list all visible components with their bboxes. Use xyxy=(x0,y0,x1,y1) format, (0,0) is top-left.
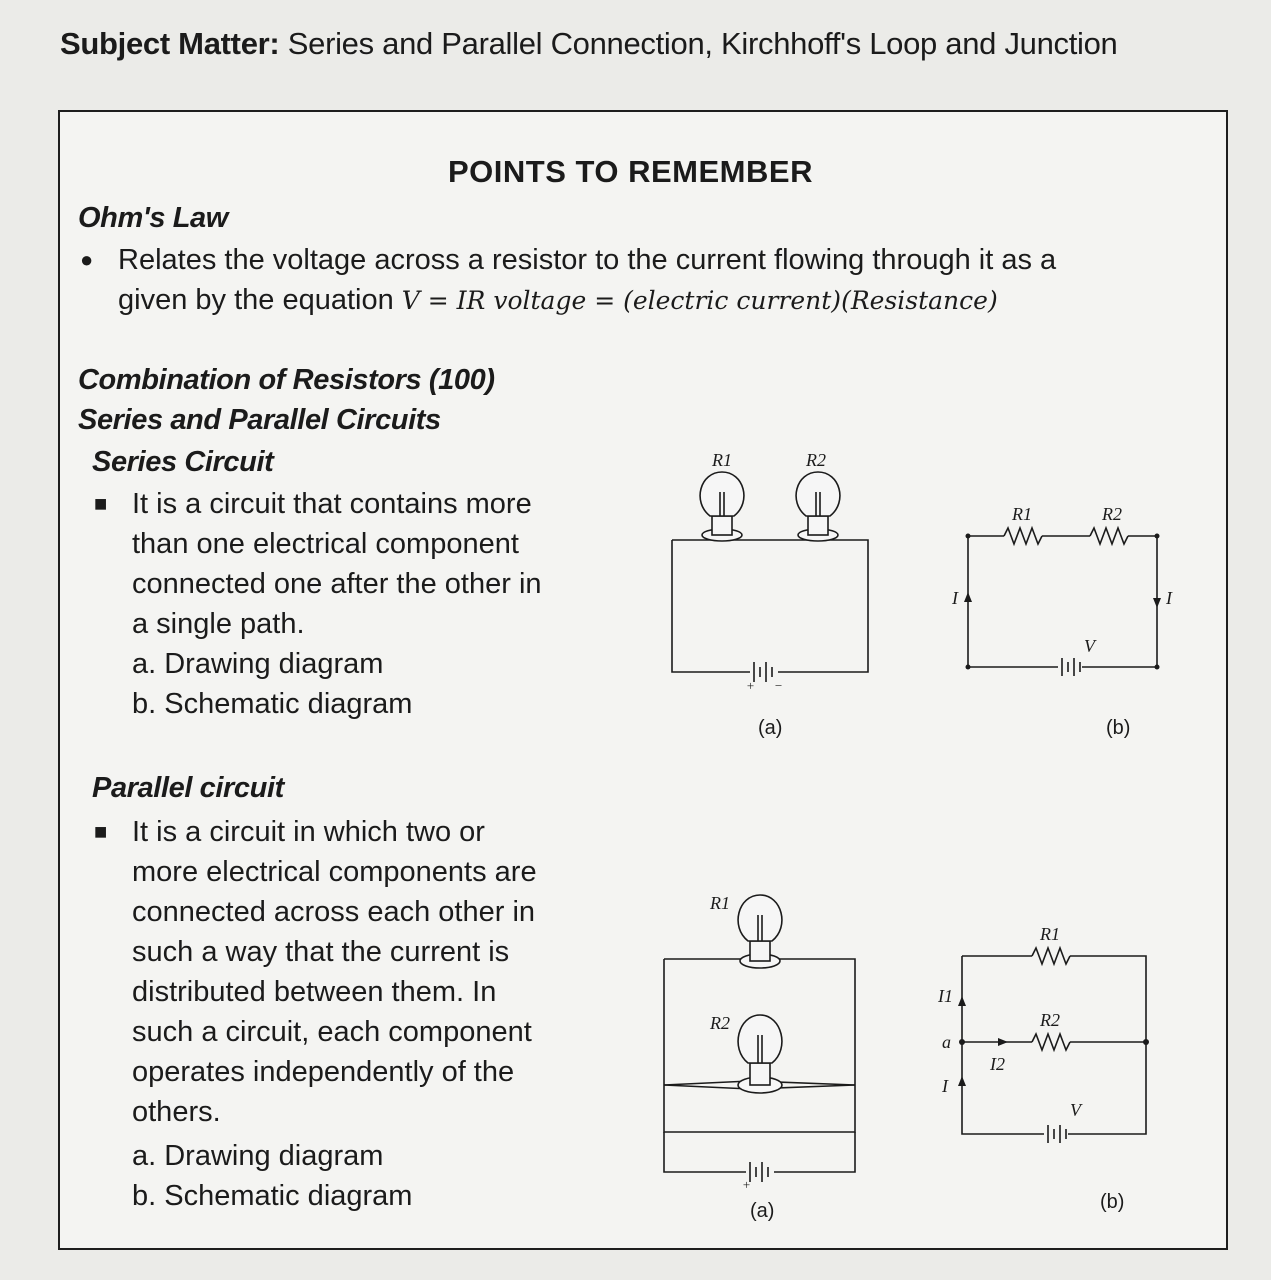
bullet-square-icon: ■ xyxy=(94,491,108,516)
parallel-item-a: a. Drawing diagram xyxy=(132,1140,384,1172)
battery-plus-sign: + xyxy=(746,678,755,693)
series-item-a: a. Drawing diagram xyxy=(132,648,384,680)
parallel-drawing-r1-label: R1 xyxy=(710,893,730,913)
series-circuit-heading: Series Circuit xyxy=(92,446,274,478)
current-arrow-up-icon xyxy=(958,996,966,1006)
series-schematic-i-right: I xyxy=(1166,588,1172,608)
parallel-drawing-diagram xyxy=(650,877,890,1227)
bulb-r2-icon xyxy=(796,472,840,541)
parallel-item-b: b. Schematic diagram xyxy=(132,1180,413,1212)
bulb-r1-icon xyxy=(738,895,782,968)
ohms-law-heading: Ohm's Law xyxy=(78,202,228,234)
current-arrow-right-icon xyxy=(998,1038,1008,1046)
series-schematic-diagram xyxy=(940,492,1180,742)
parallel-line-1: It is a circuit in which two or xyxy=(132,816,485,848)
series-parallel-heading: Series and Parallel Circuits xyxy=(78,404,441,436)
parallel-schematic-diagram xyxy=(928,912,1188,1222)
ohms-law-bullet xyxy=(80,240,1057,321)
resistor-r1-icon xyxy=(1032,948,1070,964)
combination-heading: Combination of Resistors (100) xyxy=(78,364,495,396)
parallel-schematic-i1-label: I1 xyxy=(938,986,953,1006)
parallel-line-6: such a circuit, each component xyxy=(132,1016,532,1048)
resistor-r2-icon xyxy=(1090,528,1128,544)
parallel-line-4: such a way that the current is xyxy=(132,936,510,968)
parallel-schematic-r2-label: R2 xyxy=(1040,1010,1060,1030)
parallel-line-3: connected across each other in xyxy=(132,896,536,928)
series-line-4: a single path. xyxy=(132,608,305,640)
bulb-r2-icon xyxy=(738,1015,782,1093)
battery-minus-sign: − xyxy=(774,678,783,693)
series-item-b: b. Schematic diagram xyxy=(132,688,413,720)
points-to-remember-box xyxy=(58,110,1228,1250)
parallel-schematic-i-label: I xyxy=(942,1076,948,1096)
parallel-drawing-caption: (a) xyxy=(750,1200,775,1222)
resistor-r1-icon xyxy=(1004,528,1042,544)
parallel-line-8: others. xyxy=(132,1096,221,1128)
subject-label: Subject Matter: xyxy=(60,26,280,61)
parallel-line-5: distributed between them. In xyxy=(132,976,497,1008)
battery-plus-sign: + xyxy=(742,1177,751,1192)
parallel-bullet xyxy=(94,812,537,1132)
series-schematic-v-label: V xyxy=(1084,636,1095,656)
subject-matter-line xyxy=(60,26,1118,62)
box-title: POINTS TO REMEMBER xyxy=(448,154,813,189)
resistor-r2-icon xyxy=(1032,1034,1070,1050)
parallel-schematic-i2-label: I2 xyxy=(990,1054,1005,1074)
parallel-circuit-heading: Parallel circuit xyxy=(92,772,284,804)
series-line-2: than one electrical component xyxy=(132,528,519,560)
bullet-dot-icon: ● xyxy=(80,247,94,272)
parallel-drawing-r2-label: R2 xyxy=(710,1013,730,1033)
series-bullet xyxy=(94,484,542,644)
parallel-schematic-r1-label: R1 xyxy=(1040,924,1060,944)
parallel-schematic-caption: (b) xyxy=(1100,1191,1125,1213)
current-arrow-down-icon xyxy=(1153,598,1161,608)
series-drawing-caption: (a) xyxy=(758,717,783,739)
series-schematic-r1-label: R1 xyxy=(1012,504,1032,524)
subject-text: Series and Parallel Connection, Kirchhoff's Loop and Junction xyxy=(287,26,1118,61)
current-arrow-up-icon xyxy=(958,1076,966,1086)
series-drawing-r2-label: R2 xyxy=(806,450,826,470)
current-arrow-up-icon xyxy=(964,592,972,602)
ohms-law-line2-prefix: given by the equation xyxy=(118,284,394,316)
parallel-line-7: operates independently of the xyxy=(132,1056,515,1088)
series-schematic-caption: (b) xyxy=(1106,717,1131,739)
parallel-line-2: more electrical components are xyxy=(132,856,537,888)
series-line-1: It is a circuit that contains more xyxy=(132,488,532,520)
series-schematic-i-left: I xyxy=(952,588,958,608)
parallel-schematic-node-label: a xyxy=(942,1032,951,1052)
series-schematic-r2-label: R2 xyxy=(1102,504,1122,524)
bullet-square-icon: ■ xyxy=(94,819,108,844)
series-drawing-r1-label: R1 xyxy=(712,450,732,470)
bulb-r1-icon xyxy=(700,472,744,541)
ohms-law-equation: V = IR voltage = (electric current)(Resistance) xyxy=(401,286,998,315)
series-line-3: connected one after the other in xyxy=(132,568,542,600)
parallel-schematic-v-label: V xyxy=(1070,1100,1081,1120)
ohms-law-line2 xyxy=(118,280,1056,321)
ohms-law-line1: Relates the voltage across a resistor to the current flowing through it as a xyxy=(118,244,1057,276)
series-drawing-diagram xyxy=(650,442,890,742)
